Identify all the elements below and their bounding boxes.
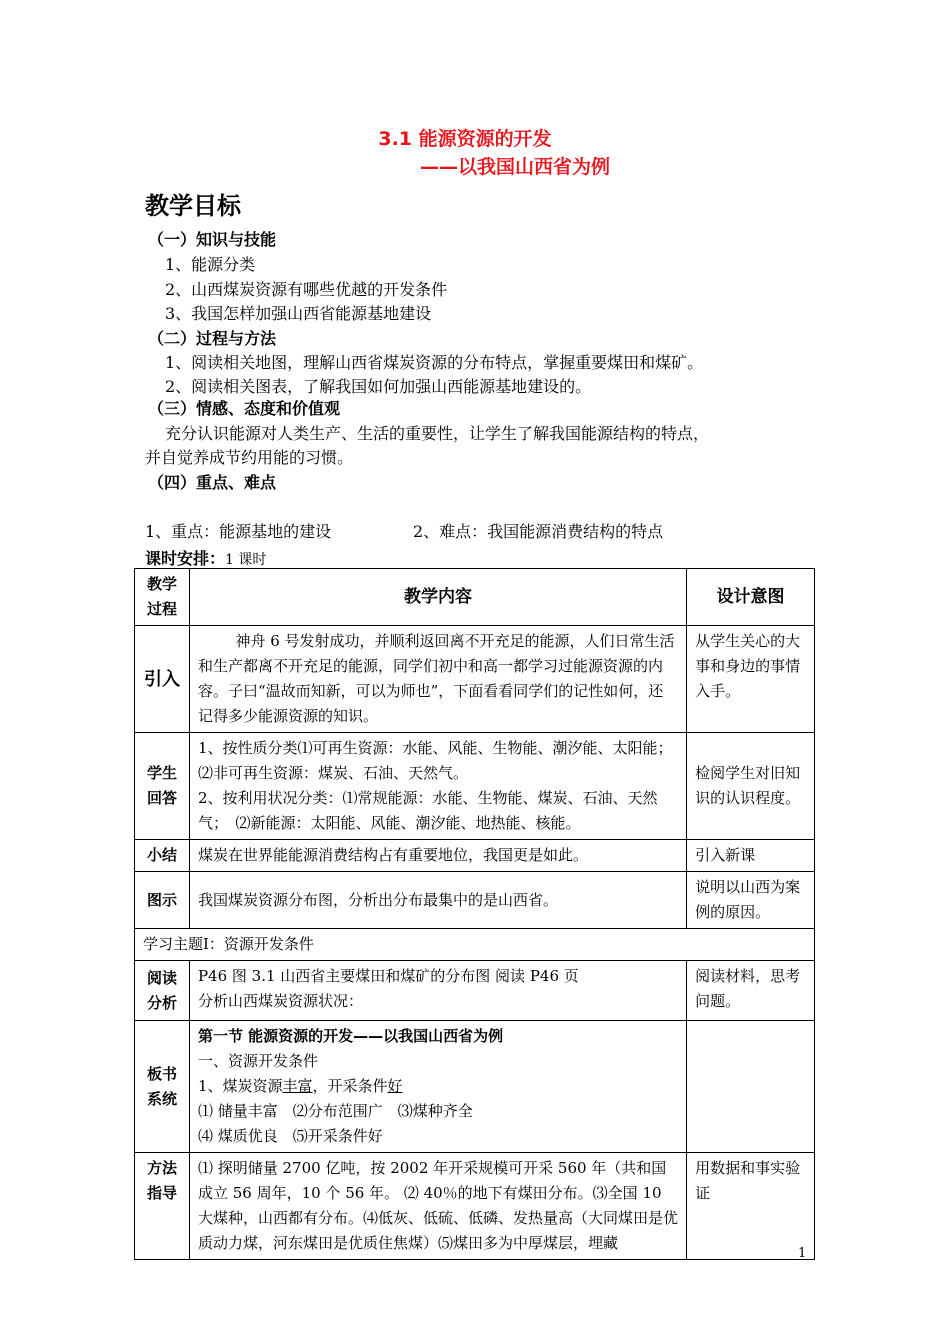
row-label: 小结 [135,840,190,872]
row-label: 阅读分析 [135,961,190,1021]
row-label: 板书系统 [135,1021,190,1153]
board-line: ⑷ 煤质优良 ⑸开采条件好 [197,1127,383,1145]
row-content: 神舟 6 号发射成功，并顺利返回离不开充足的能源，人们日常生活和生产都离不开充足的能源，同学们初中和高一都学习过能源资源的内容。子曰“温故而知新，可以为师也”，下面看看同学们的记性如何，还记得多少能源资源的知识。 [189,626,686,733]
row-intent [687,1021,815,1153]
list-item: 2、山西煤炭资源有哪些优越的开发条件 [165,280,448,299]
board-line: 一、资源开发条件 [197,1052,318,1070]
list-item: 1、阅读相关地图，理解山西省煤炭资源的分布特点，掌握重要煤田和煤矿。 [165,353,704,372]
schedule-value: 1 课时 [225,552,267,568]
row-content: 煤炭在世界能能源消费结构占有重要地位，我国更是如此。 [189,840,686,872]
list-item: 2、阅读相关图表，了解我国如何加强山西能源基地建设的。 [165,377,592,396]
page-subtitle: ——以我国山西省为例 [420,156,611,178]
row-intent: 说明以山西为案例的原因。 [687,872,815,929]
board-line: 1、煤炭资源丰富，开采条件好 [197,1077,403,1095]
answer-line: 1、按性质分类⑴可再生资源：水能、风能、生物能、潮汐能、太阳能；⑵非可再生资源：煤炭、石油、天然气。 [197,739,673,782]
values-text: 并自觉养成节约用能的习惯。 [145,448,354,467]
answer-line: 2、按利用状况分类：⑴常规能源：水能、生物能、煤炭、石油、天然气； ⑵新能源：太阳能、风能、潮汐能、地热能、核能。 [197,789,658,832]
section-knowledge: （一）知识与技能 [148,230,277,249]
values-text: 充分认识能源对人类生产、生活的重要性，让学生了解我国能源结构的特点， [165,424,710,443]
row-label: 引入 [135,626,190,733]
list-item: 1、能源分类 [165,255,256,274]
reading-line: P46 图 3.1 山西省主要煤田和煤矿的分布图 阅读 P46 页 [197,967,579,985]
row-content [189,1021,686,1153]
row-intent: 从学生关心的大事和身边的事情入手。 [687,626,815,733]
row-label: 方法指导 [135,1153,190,1260]
list-item: 3、我国怎样加强山西省能源基地建设 [165,304,432,323]
row-content [189,733,686,840]
row-intent: 用数据和事实验证 [687,1153,815,1260]
row-content [189,961,686,1021]
row-intent: 检阅学生对旧知识的认识程度。 [687,733,815,840]
key-point: 1、重点：能源基地的建设 [145,522,332,541]
row-label: 图示 [135,872,190,929]
row-content: ⑴ 探明储量 2700 亿吨，按 2002 年开采规模可开采 560 年（共和国成立 56 周年，10 个 56 年。 ⑵ 40％的地下有煤田分布。⑶全国 10 大煤种，山西都有分布。⑷低灰、低硫、低磷、发热量高（大同煤田是优质动力煤，河东煤田是优质住焦煤）⑸煤田多为中厚煤层，埋藏 [189,1153,686,1260]
row-content: 我国煤炭资源分布图，分析出分布最集中的是山西省。 [189,872,686,929]
theme-row: 学习主题Ⅰ：资源开发条件 [135,929,815,961]
page-number: 1 [798,1246,807,1261]
reading-line: 分析山西煤炭资源状况： [197,992,363,1010]
difficult-point: 2、难点：我国能源消费结构的特点 [413,522,664,541]
board-line: ⑴ 储量丰富 ⑵分布范围广 ⑶煤种齐全 [197,1102,473,1120]
schedule-label: 课时安排： [145,549,226,568]
board-title: 第一节 能源资源的开发——以我国山西省为例 [197,1027,504,1045]
page-title: 3.1 能源资源的开发 [378,128,552,150]
section-process: （二）过程与方法 [148,329,277,348]
section-key-points: （四）重点、难点 [148,473,277,492]
lesson-table [134,568,815,1260]
section-values: （三）情感、态度和价值观 [148,399,341,418]
header-process: 教学过程 [135,569,190,626]
row-intent: 引入新课 [687,840,815,872]
row-label: 学生回答 [135,733,190,840]
header-content: 教学内容 [189,569,686,626]
row-intent: 阅读材料，思考问题。 [687,961,815,1021]
section-heading: 教学目标 [145,192,241,220]
header-intent: 设计意图 [687,569,815,626]
